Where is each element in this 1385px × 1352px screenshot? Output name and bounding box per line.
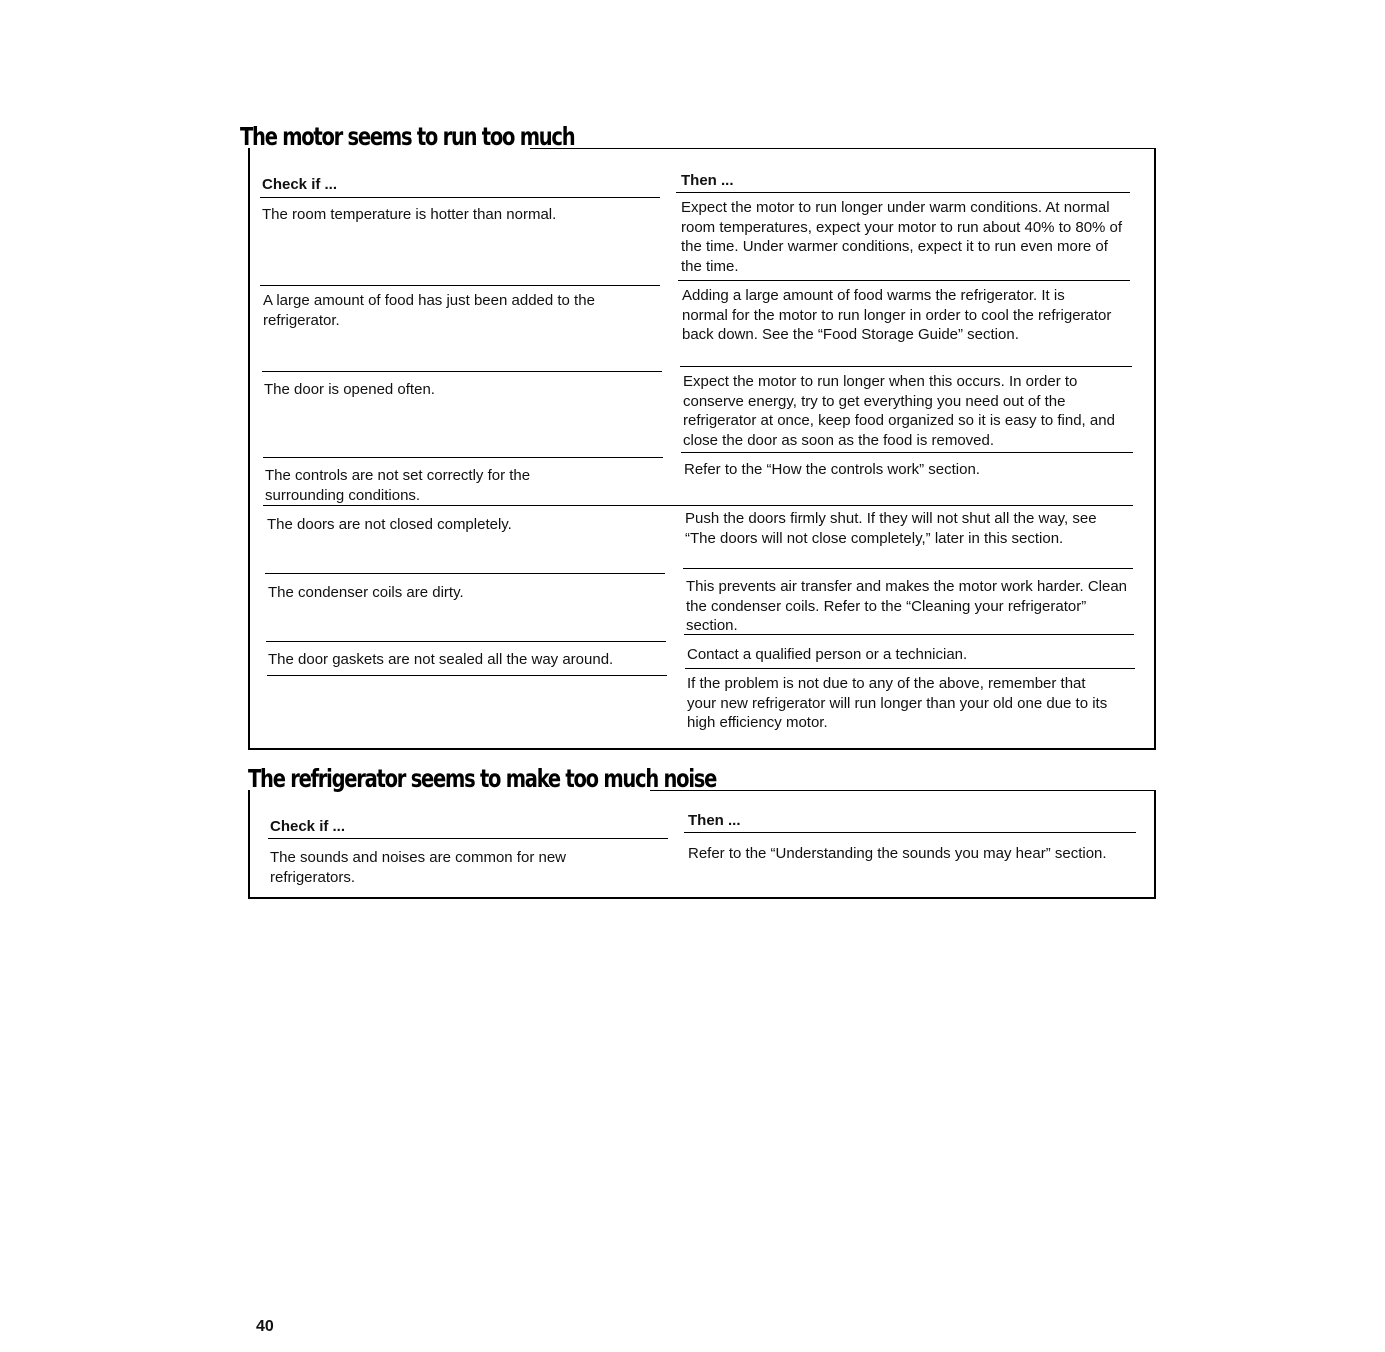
section-title-noise: The refrigerator seems to make too much noise [248, 764, 717, 793]
check-cell: The doors are not closed completely. [267, 516, 512, 533]
row-divider [683, 568, 1133, 569]
then-cell: Refer to the “How the controls work” section. [684, 461, 980, 478]
row-divider [681, 452, 1133, 453]
column-header-check: Check if ... [270, 818, 346, 835]
row-divider [263, 457, 663, 458]
column-header-then: Then ... [688, 812, 741, 829]
row-divider [684, 634, 1134, 635]
check-cell: A large amount of food has just been added to the refrigerator. [263, 292, 595, 329]
then-cell: This prevents air transfer and makes the motor work harder. Clean the condenser coils. Refer to the “Cleaning your refrigerator” section. [686, 578, 1128, 634]
then-cell: If the problem is not due to any of the above, remember that your new refrigerator will run longer than your old one due to its high efficiency motor. [687, 675, 1108, 731]
check-cell: The room temperature is hotter than normal. [262, 206, 557, 223]
row-divider [265, 573, 665, 574]
table-top-rule [530, 148, 1156, 149]
then-cell: Expect the motor to run longer under warm conditions. At normal room temperatures, expect your motor to run about 40% to 80% of the time. Under warmer conditions, expect it to run even more of the time. [681, 199, 1123, 275]
row-divider [266, 641, 666, 642]
table-top-rule [650, 790, 1156, 791]
check-cell: The door is opened often. [264, 381, 435, 398]
column-header-check: Check if ... [262, 176, 338, 193]
row-divider [685, 668, 1135, 669]
check-cell: The sounds and noises are common for new refrigerators. [270, 849, 566, 886]
check-cell: The condenser coils are dirty. [268, 584, 464, 601]
header-rule-then [684, 832, 1136, 833]
check-cell: The controls are not set correctly for the surrounding conditions. [265, 467, 531, 504]
row-divider [260, 285, 660, 286]
column-header-then: Then ... [681, 172, 734, 189]
row-divider [267, 675, 667, 676]
header-rule-then [676, 192, 1130, 193]
then-cell: Contact a qualified person or a technician. [687, 646, 968, 663]
then-cell: Adding a large amount of food warms the refrigerator. It is normal for the motor to run longer in order to cool the refrigerator back down. See the “Food Storage Guide” section. [682, 287, 1112, 343]
then-cell: Expect the motor to run longer when this occurs. In order to conserve energy, try to get everything you need out of the refrigerator at once, keep food organized so it is easy to find, and close the door as soon as the food is removed. [683, 373, 1115, 449]
section-title-motor: The motor seems to run too much [240, 122, 575, 151]
header-rule-check [268, 838, 668, 839]
row-divider [680, 366, 1132, 367]
page-number: 40 [256, 1318, 274, 1335]
then-cell: Push the doors firmly shut. If they will not shut all the way, see “The doors will not close completely,” later in this section. [685, 510, 1097, 547]
then-cell: Refer to the “Understanding the sounds you may hear” section. [688, 845, 1107, 862]
check-cell: The door gaskets are not sealed all the way around. [268, 651, 614, 668]
row-divider [263, 505, 1133, 506]
header-rule-check [260, 197, 660, 198]
row-divider [262, 371, 662, 372]
row-divider [678, 280, 1130, 281]
